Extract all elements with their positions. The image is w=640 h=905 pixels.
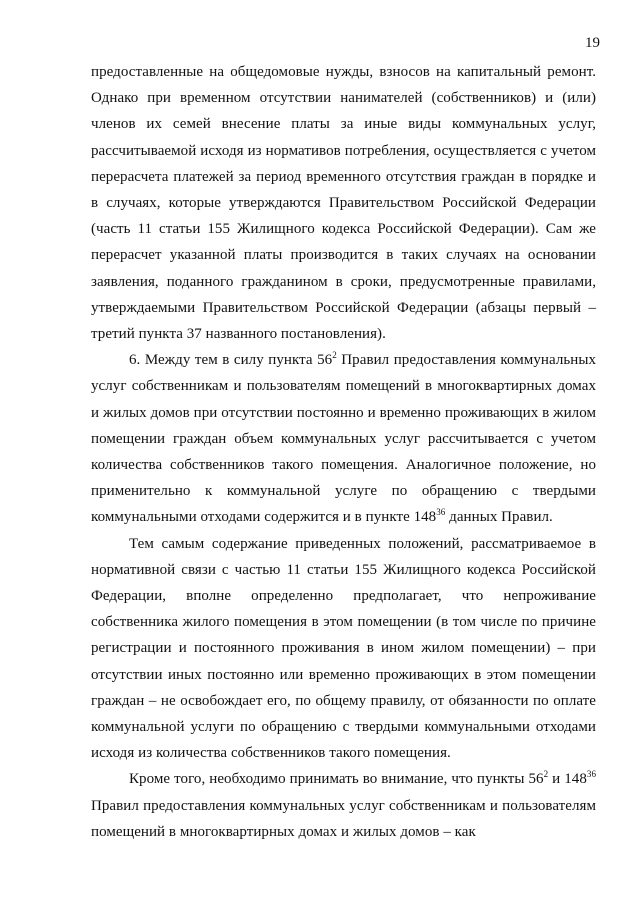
text-segment: 6. Между тем в силу пункта 56	[129, 352, 333, 369]
text-segment: Правил предоставления коммунальных услуг собственникам и пользователям помещений в многоквартирных домах и жилых домов при отсутствии постоянно и временно проживающих в жилом помещении граждан объем коммунальных услуг рассчитывается с учетом количества собственников такого помещения. Аналогичное положение, но применительно к коммунальной услуге по обращению с твердыми коммунальными отходами содержится и в пункте 148	[91, 352, 596, 526]
text-segment: и 148	[548, 771, 587, 788]
superscript: 36	[586, 769, 596, 780]
paragraph-p2	[91, 347, 596, 530]
document-body	[91, 59, 596, 845]
text-segment: Правил предоставления коммунальных услуг собственникам и пользователям помещений в многоквартирных домах и жилых домов – как	[91, 797, 596, 840]
text-segment: предоставленные на общедомовые нужды, взносов на капитальный ремонт. Однако при временном отсутствии нанимателей (собственников) и (или) членов их семей внесение платы за иные виды коммунальных услуг, рассчитываемой исходя из нормативов потребления, осуществляется с учетом перерасчета платежей за период временного отсутствия граждан в порядке и в случаях, которые утверждаются Правительством Российской Федерации (часть 11 статьи 155 Жилищного кодекса Российской Федерации). Сам же перерасчет указанной платы производится в таких случаях на основании заявления, поданного гражданином в сроки, предусмотренные правилами, утверждаемыми Правительством Российской Федерации (абзацы первый – третий пункта 37 названного постановления).	[91, 64, 596, 343]
page-number: 19	[585, 35, 600, 51]
superscript: 36	[436, 507, 446, 518]
text-segment: данных Правил.	[445, 509, 553, 526]
superscript: 2	[332, 350, 337, 361]
text-segment: Кроме того, необходимо принимать во внимание, что пункты 56	[129, 771, 544, 788]
paragraph-p1	[91, 59, 596, 347]
paragraph-p3	[91, 531, 596, 767]
text-segment: Тем самым содержание приведенных положений, рассматриваемое в нормативной связи с частью 11 статьи 155 Жилищного кодекса Российской Федерации, вполне определенно предполагает, что непроживание собственника жилого помещения в этом помещении (в том числе по причине регистрации и постоянного проживания в ином жилом помещении) – при отсутствии иных постоянно или временно проживающих в этом помещении граждан – не освобождает его, по общему правилу, от обязанности по оплате коммунальной услуги по обращению с твердыми коммунальными отходами исходя из количества собственников такого помещения.	[91, 535, 596, 762]
paragraph-p4	[91, 766, 596, 845]
superscript: 2	[543, 769, 549, 780]
